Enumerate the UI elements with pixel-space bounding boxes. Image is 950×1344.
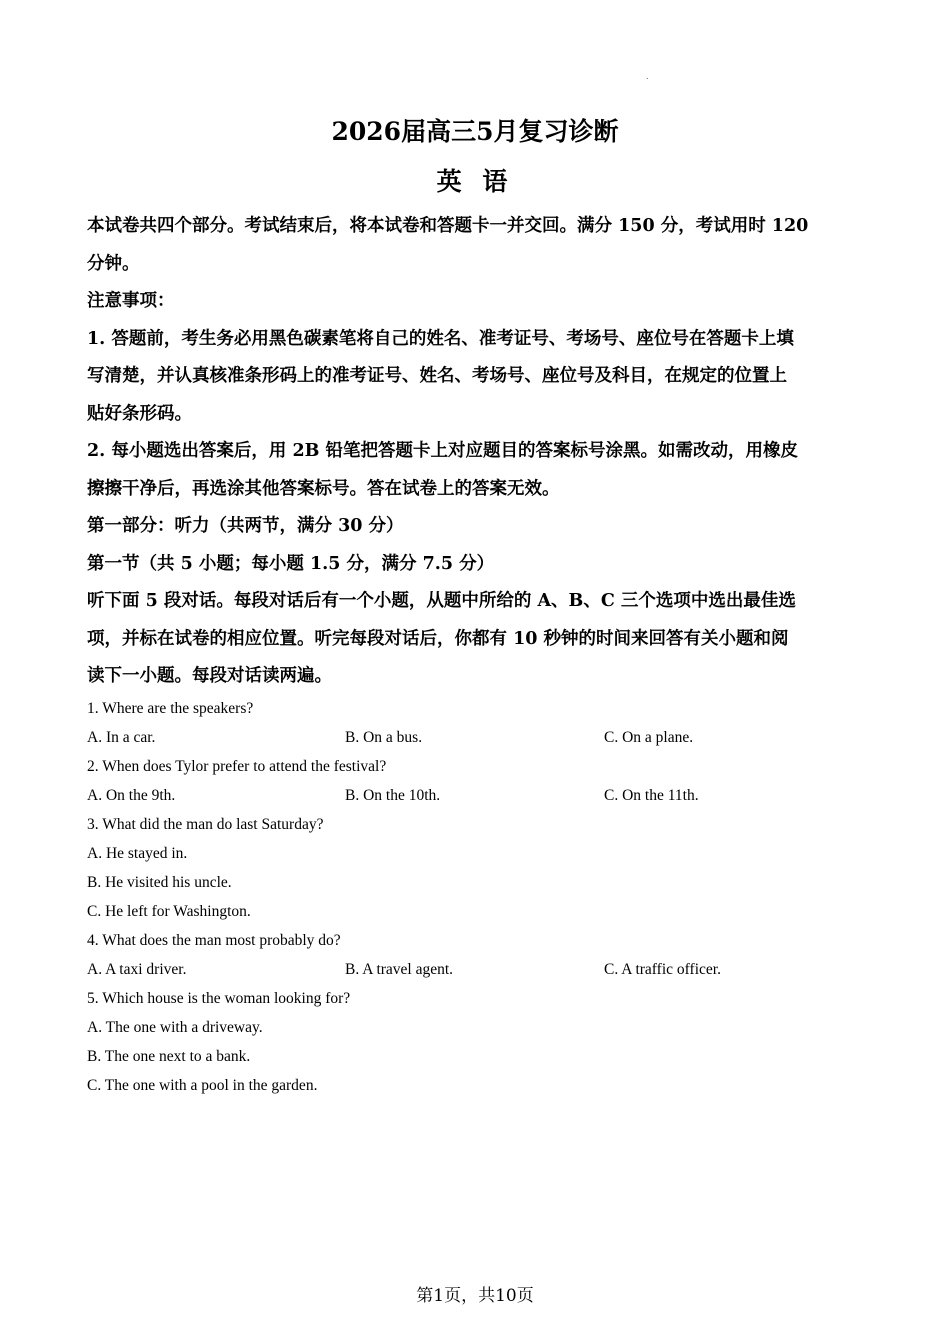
option-a: A. The one with a driveway. [87, 1019, 263, 1036]
intro-line: 本试卷共四个部分。考试结束后，将本试卷和答题卡一并交回。满分 150 分，考试用时 120 [87, 216, 809, 236]
question-stem: 3. What did the man do last Saturday? [87, 816, 324, 833]
options-row [87, 723, 867, 752]
notice-heading: 注意事项： [87, 291, 175, 311]
notice-item-2-line: 擦擦干净后，再选涂其他答案标号。答在试卷上的答案无效。 [87, 478, 560, 499]
intro-line: 分钟。 [87, 253, 140, 274]
question-stem: 1. Where are the speakers? [87, 700, 254, 717]
option-b: B. A travel agent. [345, 961, 454, 978]
subject-title: 英 语 [436, 167, 514, 196]
option-a: A. A taxi driver. [87, 961, 187, 978]
option-a: A. On the 9th. [87, 787, 176, 804]
option-b: B. On a bus. [345, 729, 423, 746]
instructions-line: 项，并标在试卷的相应位置。听完每段对话后，你都有 10 秒钟的时间来回答有关小题和阅 [87, 628, 789, 649]
notice-item-1-line: 贴好条形码。 [87, 403, 192, 424]
options-row [87, 781, 867, 810]
section1-heading: 第一节（共 5 小题；每小题 1.5 分，满分 7.5 分） [87, 553, 495, 574]
option-c: C. He left for Washington. [87, 903, 251, 920]
option-c: C. On the 11th. [604, 787, 699, 804]
intro-paragraph [87, 208, 862, 696]
option-c: C. A traffic officer. [604, 961, 721, 978]
question-stem: 2. When does Tylor prefer to attend the festival? [87, 758, 387, 775]
option-b: B. He visited his uncle. [87, 874, 232, 891]
option-b: B. The one next to a bank. [87, 1048, 251, 1065]
part1-heading: 第一部分：听力（共两节，满分 30 分） [87, 516, 404, 536]
notice-item-1-line: 写清楚，并认真核准条形码上的准考证号、姓名、考场号、座位号及科目，在规定的位置上 [87, 366, 787, 386]
page-number: 第1页，共10页 [416, 1286, 534, 1306]
exam-title: 2026届高三5月复习诊断 [331, 117, 619, 146]
option-b: B. On the 10th. [345, 787, 441, 804]
instructions-line: 读下一小题。每段对话读两遍。 [87, 666, 332, 686]
option-c: C. The one with a pool in the garden. [87, 1077, 318, 1094]
instructions-line: 听下面 5 段对话。每段对话后有一个小题，从题中所给的 A、B、C 三个选项中选出最佳选 [87, 591, 796, 611]
question-stem: 4. What does the man most probably do? [87, 932, 341, 949]
notice-item-2-line: 2. 每小题选出答案后，用 2B 铅笔把答题卡上对应题目的答案标号涂黑。如需改动，用橡皮 [87, 441, 799, 461]
question-stem: 5. Which house is the woman looking for? [87, 990, 351, 1007]
option-a: A. In a car. [87, 729, 156, 746]
notice-item-1-line: 1. 答题前，考生务必用黑色碳素笔将自己的姓名、准考证号、考场号、座位号在答题卡上填 [87, 328, 794, 349]
option-c: C. On a plane. [604, 729, 694, 746]
questions-list [87, 694, 867, 1100]
page-speck: . [646, 72, 649, 81]
option-a: A. He stayed in. [87, 845, 188, 862]
options-row [87, 955, 867, 984]
